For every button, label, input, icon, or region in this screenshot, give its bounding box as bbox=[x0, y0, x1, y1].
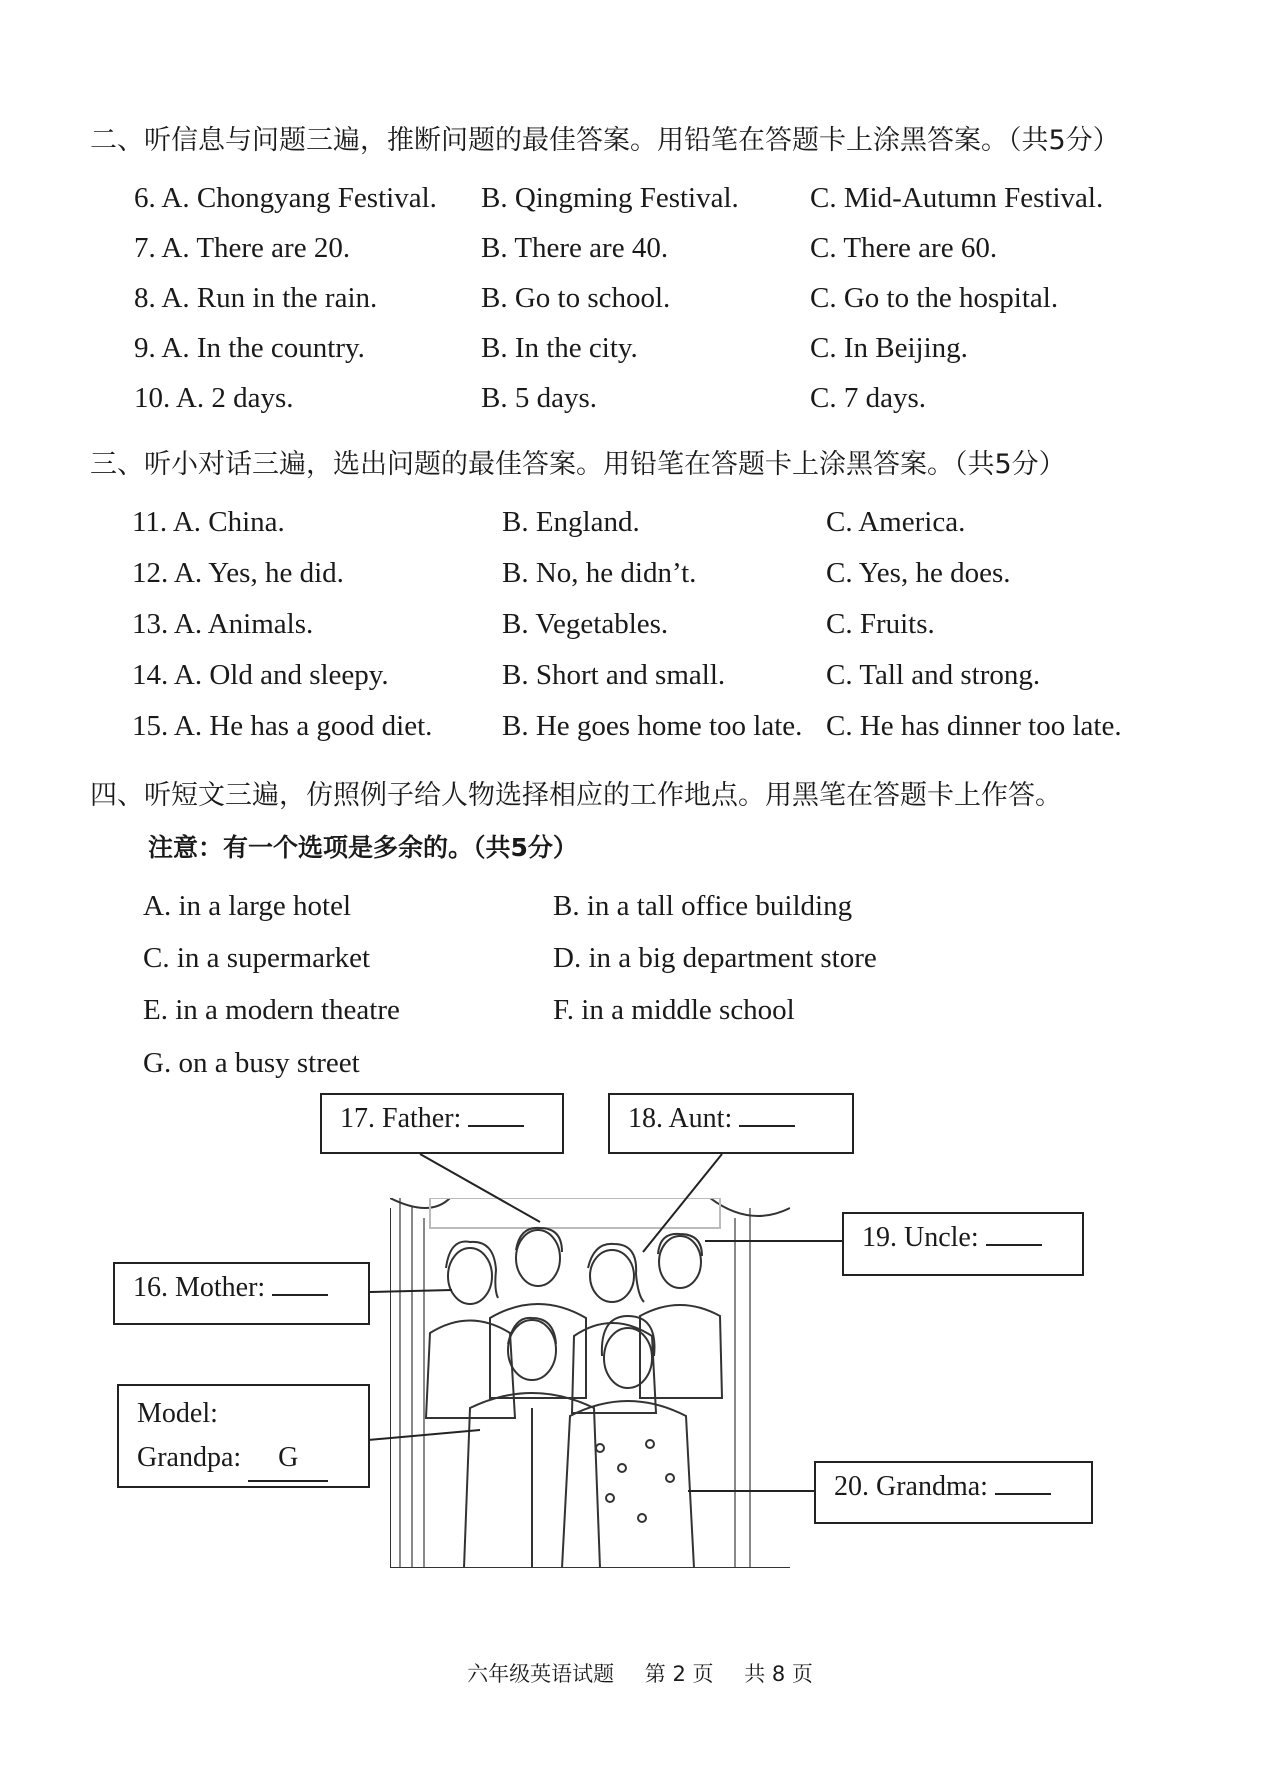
option-e: E. in a modern theatre bbox=[143, 994, 400, 1026]
mother-label-box bbox=[113, 1262, 370, 1325]
q12-option-c: C. Yes, he does. bbox=[826, 557, 1011, 589]
uncle-label-box bbox=[842, 1212, 1084, 1276]
section-2-heading: 二、听信息与问题三遍，推断问题的最佳答案。用铅笔在答题卡上涂黑答案。（共5分） bbox=[90, 125, 1120, 156]
section-4-heading: 四、听短文三遍，仿照例子给人物选择相应的工作地点。用黑笔在答题卡上作答。 bbox=[90, 780, 1062, 811]
father-answer-blank[interactable] bbox=[468, 1125, 524, 1127]
q14-option-c: C. Tall and strong. bbox=[826, 659, 1041, 691]
q9-option-b: B. In the city. bbox=[481, 332, 638, 364]
uncle-label: 19. Uncle: bbox=[862, 1222, 979, 1253]
q7-option-c: C. There are 60. bbox=[810, 232, 998, 264]
grandma-answer-blank[interactable] bbox=[995, 1493, 1051, 1495]
q7-option-b: B. There are 40. bbox=[481, 232, 669, 264]
option-g: G. on a busy street bbox=[143, 1047, 360, 1079]
q9-option-c: C. In Beijing. bbox=[810, 332, 968, 364]
page-footer bbox=[0, 1658, 1280, 1688]
model-box bbox=[117, 1384, 370, 1488]
q9-option-a: 9. A. In the country. bbox=[134, 332, 365, 364]
option-d: D. in a big department store bbox=[553, 942, 877, 974]
q11-option-a: 11. A. China. bbox=[132, 506, 285, 538]
aunt-label: 18. Aunt: bbox=[628, 1103, 733, 1134]
q6-option-b: B. Qingming Festival. bbox=[481, 182, 739, 214]
model-title: Model: bbox=[137, 1398, 218, 1429]
father-label-box bbox=[320, 1093, 564, 1154]
option-c: C. in a supermarket bbox=[143, 942, 371, 974]
grandpa-label: Grandpa: bbox=[137, 1442, 242, 1473]
father-label: 17. Father: bbox=[340, 1103, 462, 1134]
q13-option-c: C. Fruits. bbox=[826, 608, 935, 640]
q12-option-a: 12. A. Yes, he did. bbox=[132, 557, 344, 589]
grandma-label: 20. Grandma: bbox=[834, 1471, 988, 1502]
section-4-note: 注意：有一个选项是多余的。（共5分） bbox=[148, 833, 578, 862]
q11-option-c: C. America. bbox=[826, 506, 966, 538]
q13-option-b: B. Vegetables. bbox=[502, 608, 669, 640]
q6-option-c: C. Mid-Autumn Festival. bbox=[810, 182, 1104, 214]
q14-option-a: 14. A. Old and sleepy. bbox=[132, 659, 389, 691]
footer-total-pages: 共 8 页 bbox=[744, 1662, 813, 1686]
q14-option-b: B. Short and small. bbox=[502, 659, 726, 691]
q8-option-c: C. Go to the hospital. bbox=[810, 282, 1059, 314]
footer-title: 六年级英语试题 bbox=[467, 1662, 615, 1686]
option-f: F. in a middle school bbox=[553, 994, 795, 1026]
q15-option-c: C. He has dinner too late. bbox=[826, 710, 1122, 742]
q15-option-a: 15. A. He has a good diet. bbox=[132, 710, 433, 742]
uncle-answer-blank[interactable] bbox=[986, 1244, 1042, 1246]
q8-option-a: 8. A. Run in the rain. bbox=[134, 282, 378, 314]
q7-option-a: 7. A. There are 20. bbox=[134, 232, 351, 264]
q10-option-b: B. 5 days. bbox=[481, 382, 597, 414]
q13-option-a: 13. A. Animals. bbox=[132, 608, 314, 640]
mother-answer-blank[interactable] bbox=[272, 1294, 328, 1296]
option-b: B. in a tall office building bbox=[553, 890, 853, 922]
aunt-answer-blank[interactable] bbox=[739, 1125, 795, 1127]
q6-option-a: 6. A. Chongyang Festival. bbox=[134, 182, 437, 214]
family-illustration bbox=[390, 1198, 790, 1568]
grandpa-answer: G bbox=[248, 1436, 328, 1482]
footer-page-number: 第 2 页 bbox=[644, 1662, 714, 1686]
q15-option-b: B. He goes home too late. bbox=[502, 710, 803, 742]
option-a: A. in a large hotel bbox=[143, 890, 352, 922]
grandma-label-box bbox=[814, 1461, 1093, 1524]
q8-option-b: B. Go to school. bbox=[481, 282, 671, 314]
mother-label: 16. Mother: bbox=[133, 1272, 266, 1303]
q11-option-b: B. England. bbox=[502, 506, 640, 538]
section-3-heading: 三、听小对话三遍，选出问题的最佳答案。用铅笔在答题卡上涂黑答案。（共5分） bbox=[90, 449, 1066, 480]
q10-option-a: 10. A. 2 days. bbox=[134, 382, 294, 414]
q12-option-b: B. No, he didn’t. bbox=[502, 557, 697, 589]
aunt-label-box bbox=[608, 1093, 854, 1154]
q10-option-c: C. 7 days. bbox=[810, 382, 926, 414]
